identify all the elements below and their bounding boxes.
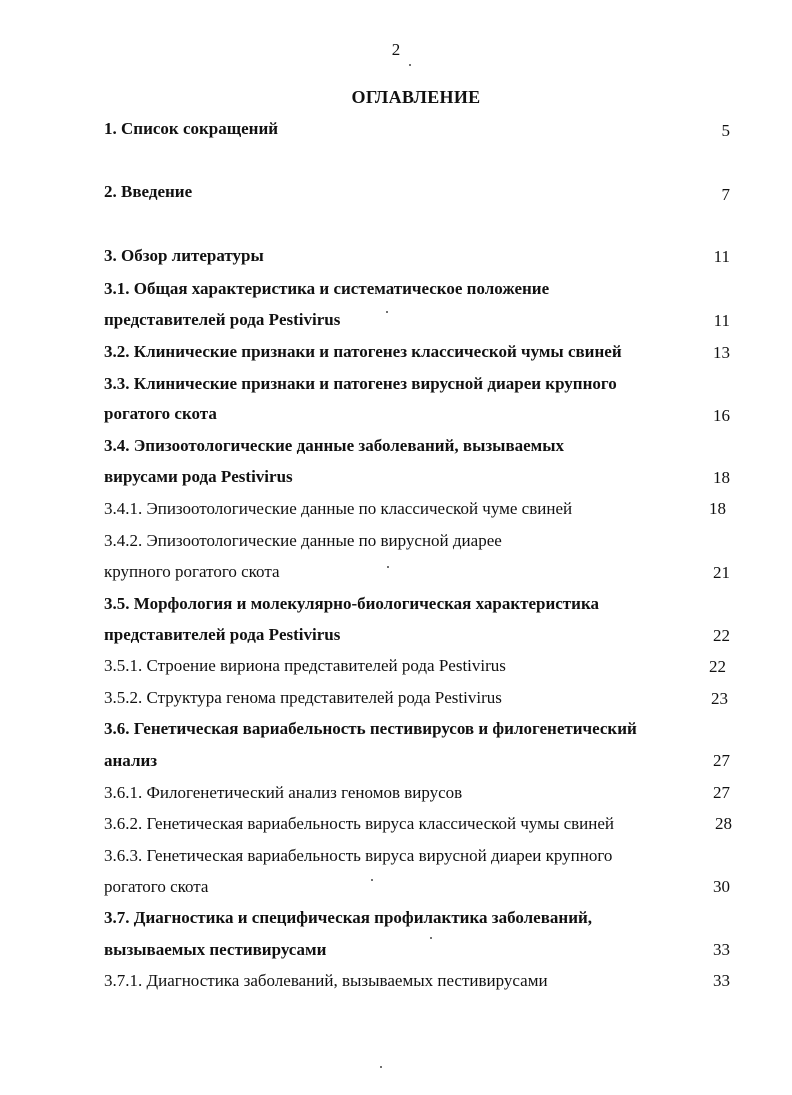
toc-entry: 3.2. Клинические признаки и патогенез классической чумы свиней — [104, 342, 622, 361]
toc-entry: вирусами рода Pestivirus — [104, 467, 293, 486]
toc-entry: 1. Список сокращений — [104, 119, 279, 138]
toc-entry: представителей рода Pestivirus — [104, 310, 341, 329]
toc-entry: 3.4.2. Эпизоотологические данные по вирусной диарее — [104, 531, 502, 550]
toc-page: 23 — [711, 689, 728, 708]
toc-page: 7 — [721, 185, 730, 204]
toc-page: 5 — [721, 121, 730, 140]
toc-entry: 3.5.1. Строение вириона представителей рода Pestivirus — [104, 656, 506, 675]
toc-page: 18 — [713, 468, 730, 487]
toc-entry: 2. Введение — [104, 182, 193, 201]
toc-entry: рогатого скота — [104, 877, 209, 896]
toc-entry: 3. Обзор литературы — [104, 246, 264, 265]
toc-page: 30 — [713, 877, 730, 896]
toc-page: 22 — [709, 657, 726, 676]
scan-speck — [380, 1066, 382, 1068]
toc-page: 22 — [713, 626, 730, 645]
toc-entry: 3.3. Клинические признаки и патогенез вирусной диареи крупного — [104, 374, 617, 393]
toc-entry: 3.5.2. Структура генома представителей рода Pestivirus — [104, 688, 502, 707]
toc-entry: крупного рогатого скота — [104, 562, 280, 581]
toc-page: 28 — [715, 814, 732, 833]
toc-entry: 3.7. Диагностика и специфическая профилактика заболеваний, — [104, 908, 593, 927]
page-number: 2 — [391, 40, 401, 59]
scan-speck — [386, 311, 388, 313]
toc-page: 16 — [713, 406, 730, 425]
toc-entry: 3.6.1. Филогенетический анализ геномов вирусов — [104, 783, 463, 802]
toc-page: 33 — [713, 971, 730, 990]
toc-entry: 3.6.3. Генетическая вариабельность вируса вирусной диареи крупного — [104, 846, 613, 865]
scan-speck — [430, 937, 432, 939]
toc-page: 27 — [713, 751, 730, 770]
toc-entry: представителей рода Pestivirus — [104, 625, 341, 644]
scan-speck — [409, 64, 411, 66]
toc-page: 27 — [713, 783, 730, 802]
toc-entry: 3.4.1. Эпизоотологические данные по классической чуме свиней — [104, 499, 573, 518]
toc-page: 33 — [713, 940, 730, 959]
toc-page: 13 — [713, 343, 730, 362]
toc-entry: рогатого скота — [104, 404, 217, 423]
scan-speck — [371, 879, 373, 881]
toc-entry: 3.5. Морфология и молекулярно-биологическая характеристика — [104, 594, 599, 613]
toc-page: 21 — [713, 563, 730, 582]
toc-page: 11 — [713, 247, 730, 266]
toc-title: ОГЛАВЛЕНИЕ — [351, 87, 481, 107]
toc-entry: 3.7.1. Диагностика заболеваний, вызываемых пестивирусами — [104, 971, 548, 990]
toc-page: 11 — [713, 311, 730, 330]
toc-entry: анализ — [104, 751, 158, 770]
toc-entry: 3.6.2. Генетическая вариабельность вируса классической чумы свиней — [104, 814, 615, 833]
toc-entry: 3.1. Общая характеристика и систематическое положение — [104, 279, 550, 298]
scan-speck — [387, 566, 389, 568]
toc-entry: вызываемых пестивирусами — [104, 940, 327, 959]
toc-entry: 3.6. Генетическая вариабельность пестивирусов и филогенетический — [104, 719, 637, 738]
toc-entry: 3.4. Эпизоотологические данные заболеваний, вызываемых — [104, 436, 565, 455]
toc-page: 18 — [709, 499, 726, 518]
